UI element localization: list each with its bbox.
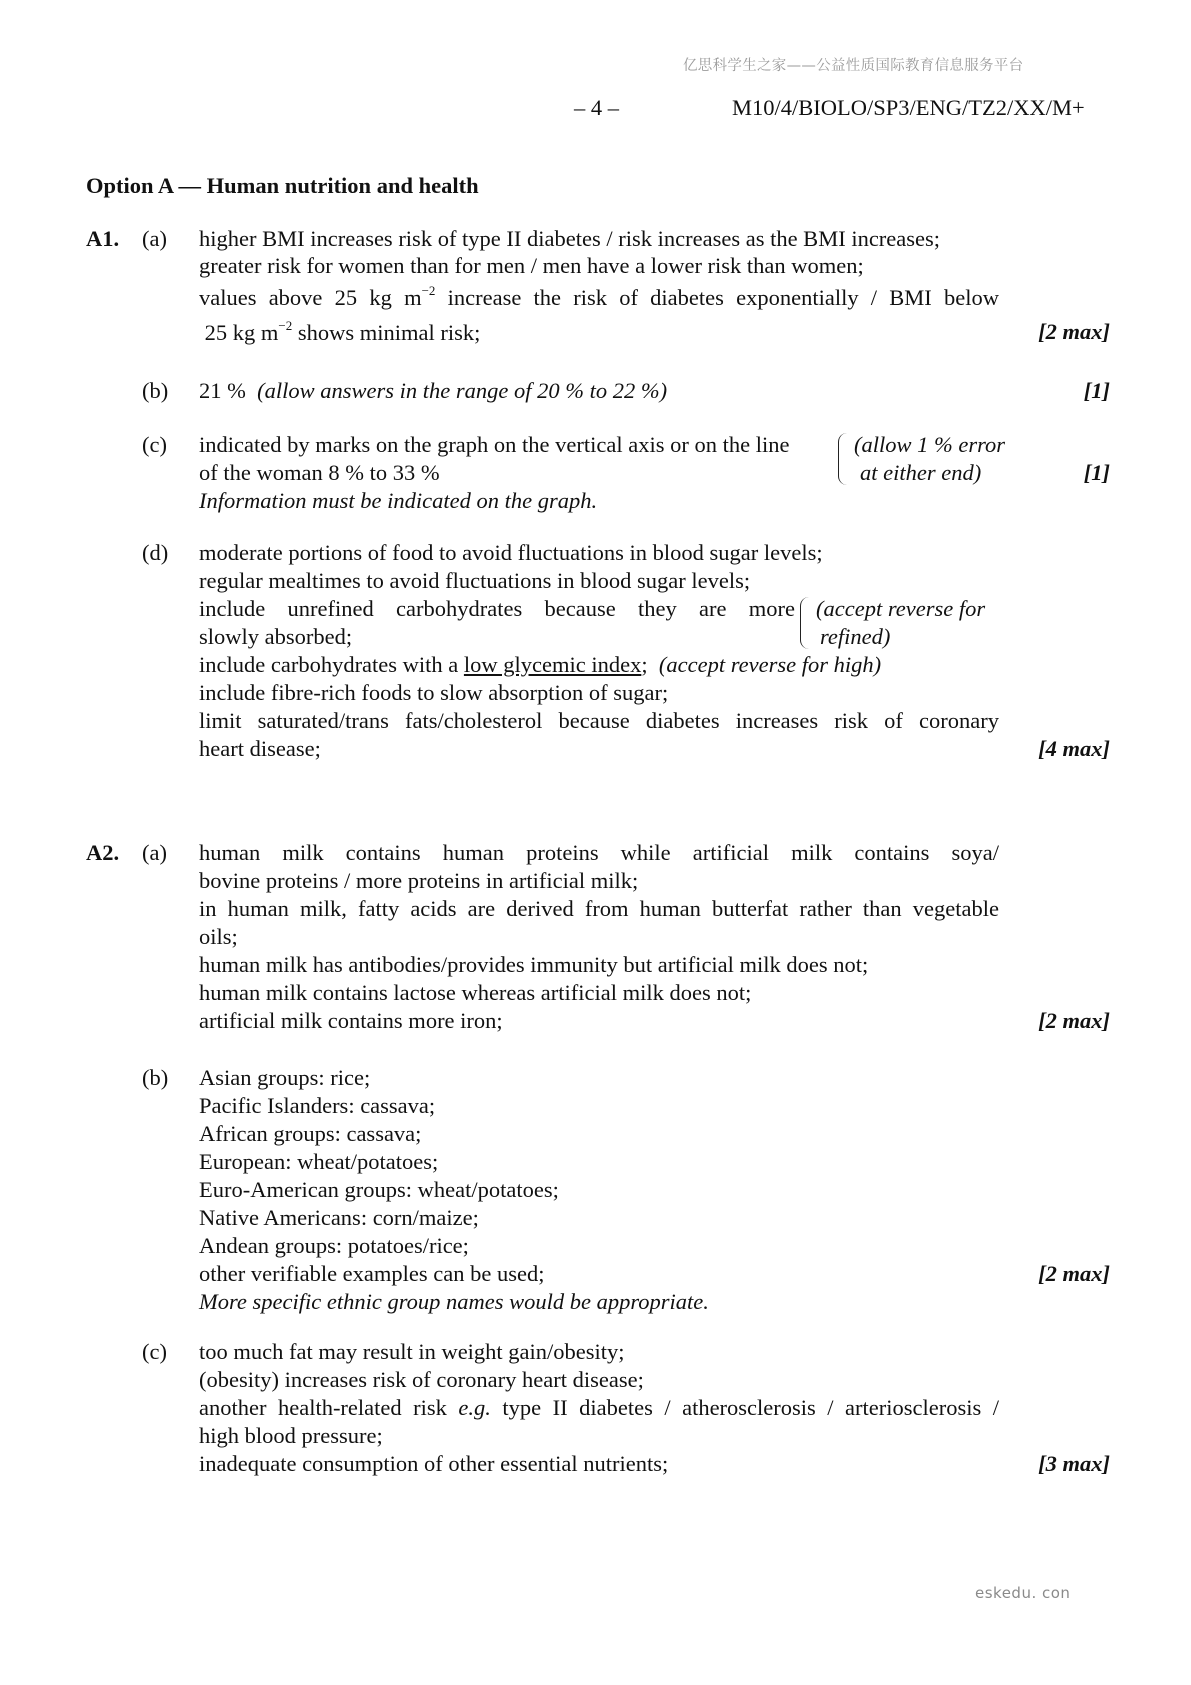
list-item: other verifiable examples can be used; bbox=[199, 1261, 545, 1286]
answer-line: of the woman 8 % to 33 % bbox=[199, 460, 440, 485]
answer-line: another health-related risk e.g. type II diabetes / atherosclerosis / arteriosclerosis / bbox=[199, 1395, 999, 1420]
part-label-a2c: (c) bbox=[142, 1339, 167, 1364]
list-item: Asian groups: rice; bbox=[199, 1065, 371, 1090]
answer-line: regular mealtimes to avoid fluctuations in blood sugar levels; bbox=[199, 568, 751, 593]
answer-line: artificial milk contains more iron; bbox=[199, 1008, 503, 1033]
brace-note-a1c: (allow 1 % error at either end) bbox=[838, 431, 1005, 487]
list-item: European: wheat/potatoes; bbox=[199, 1149, 439, 1174]
part-label-a2b: (b) bbox=[142, 1065, 169, 1090]
answer-line: inadequate consumption of other essential nutrients; bbox=[199, 1451, 669, 1476]
answer-value: 21 % bbox=[199, 378, 246, 403]
part-label-a1b: (b) bbox=[142, 378, 169, 403]
answer-a2a bbox=[199, 839, 999, 1035]
answer-line: moderate portions of food to avoid fluctuations in blood sugar levels; bbox=[199, 540, 823, 565]
list-item: Native Americans: corn/maize; bbox=[199, 1205, 479, 1230]
section-title: Option A — Human nutrition and health bbox=[86, 173, 479, 198]
answer-line: bovine proteins / more proteins in artificial milk; bbox=[199, 868, 639, 893]
question-number-a1: A1. bbox=[86, 226, 120, 251]
answer-note: Information must be indicated on the graph. bbox=[199, 488, 598, 513]
question-number-a2: A2. bbox=[86, 840, 120, 865]
answer-line: human milk has antibodies/provides immunity but artificial milk does not; bbox=[199, 952, 869, 977]
answer-line: heart disease; bbox=[199, 736, 321, 761]
part-label-a1c: (c) bbox=[142, 432, 167, 457]
answer-a2b bbox=[199, 1064, 999, 1316]
answer-line: values above 25 kg $m^{-2}$ increase the risk of diabetes exponentially / BMI below bbox=[199, 282, 999, 310]
mark-a2a: [2 max] bbox=[1038, 1008, 1110, 1033]
answer-line: include fibre-rich foods to slow absorption of sugar; bbox=[199, 680, 669, 705]
answer-line: high blood pressure; bbox=[199, 1423, 383, 1448]
list-item: Andean groups: potatoes/rice; bbox=[199, 1233, 469, 1258]
part-label-a2a: (a) bbox=[142, 840, 167, 865]
list-item: Euro-American groups: wheat/potatoes; bbox=[199, 1177, 559, 1202]
answer-a1b bbox=[199, 377, 999, 405]
answer-line: (obesity) increases risk of coronary heart disease; bbox=[199, 1367, 644, 1392]
brace-icon bbox=[800, 597, 809, 649]
list-item: Pacific Islanders: cassava; bbox=[199, 1093, 436, 1118]
answer-note: More specific ethnic group names would be appropriate. bbox=[199, 1289, 709, 1314]
answer-line: human milk contains lactose whereas artificial milk does not; bbox=[199, 980, 752, 1005]
watermark-top: 亿思科学生之家——公益性质国际教育信息服务平台 bbox=[683, 58, 1024, 74]
answer-line: too much fat may result in weight gain/obesity; bbox=[199, 1339, 625, 1364]
answer-line: limit saturated/trans fats/cholesterol because diabetes increases risk of coronary bbox=[199, 708, 999, 733]
answer-line: include carbohydrates with a low glycemic index; (accept reverse for high) bbox=[199, 652, 882, 677]
paper-code: M10/4/BIOLO/SP3/ENG/TZ2/XX/M+ bbox=[732, 95, 1085, 120]
answer-line: oils; bbox=[199, 924, 238, 949]
part-label-a1a: (a) bbox=[142, 226, 167, 251]
answer-a1a bbox=[199, 225, 999, 347]
answer-note: (allow answers in the range of 20 % to 22 %) bbox=[257, 378, 668, 403]
answer-a2c bbox=[199, 1338, 999, 1478]
brace-note-a1d: (accept reverse for refined) bbox=[800, 595, 985, 651]
answer-line: greater risk for women than for men / men have a lower risk than women; bbox=[199, 253, 864, 278]
watermark-bottom: eskedu. con bbox=[975, 1584, 1071, 1602]
answer-line: in human milk, fatty acids are derived from human butterfat rather than vegetable bbox=[199, 896, 999, 921]
mark-a1a: [2 max] bbox=[1038, 319, 1110, 344]
page-number: – 4 – bbox=[574, 95, 619, 120]
answer-a1d bbox=[199, 539, 999, 763]
answer-line: human milk contains human proteins while artificial milk contains soya/ bbox=[199, 840, 999, 865]
answer-line: include unrefined carbohydrates because they are more bbox=[199, 596, 795, 621]
answer-line: slowly absorbed; bbox=[199, 624, 353, 649]
mark-a2c: [3 max] bbox=[1038, 1451, 1110, 1476]
answer-line: 25 kg $m^{-2}$ shows minimal risk; bbox=[204, 317, 481, 345]
answer-line: higher BMI increases risk of type II diabetes / risk increases as the BMI increases; bbox=[199, 226, 941, 251]
mark-a2b: [2 max] bbox=[1038, 1261, 1110, 1286]
brace-icon bbox=[838, 433, 847, 485]
mark-a1b: [1] bbox=[1083, 378, 1110, 403]
list-item: African groups: cassava; bbox=[199, 1121, 422, 1146]
part-label-a1d: (d) bbox=[142, 540, 169, 565]
mark-a1c: [1] bbox=[1083, 460, 1110, 485]
answer-line: indicated by marks on the graph on the vertical axis or on the line bbox=[199, 432, 790, 457]
mark-a1d: [4 max] bbox=[1038, 736, 1110, 761]
